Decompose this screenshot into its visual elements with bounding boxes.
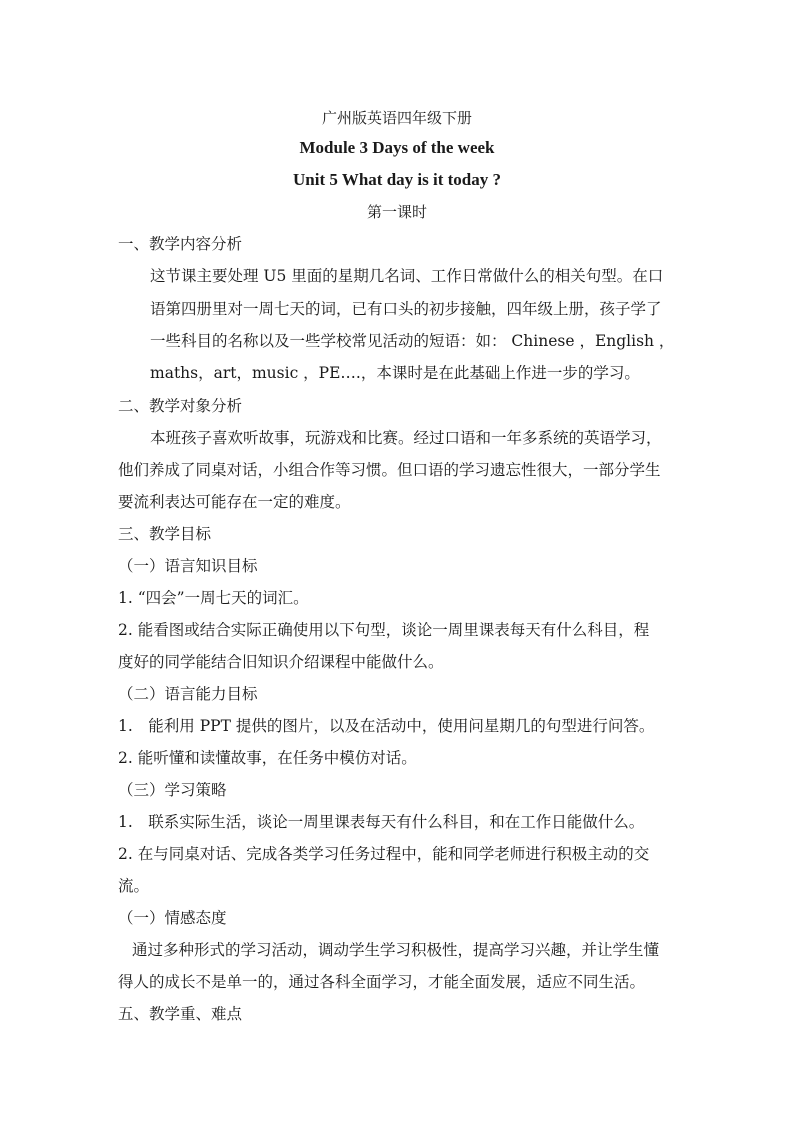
list-item: 2. 能听懂和读懂故事，在任务中模仿对话。: [118, 749, 417, 767]
paragraph-line: maths，art，music ，PE….，本课时是在此基础上作进一步的学习。: [150, 364, 640, 382]
paragraph-line: 得人的成长不是单一的，通过各科全面学习，才能全面发展，适应不同生活。: [118, 973, 646, 991]
list-item: 2. 在与同桌对话、完成各类学习任务过程中，能和同学老师进行积极主动的交: [118, 845, 650, 863]
list-item: 1. 联系实际生活，谈论一周里课表每天有什么科目，和在工作日能做什么。: [118, 813, 645, 831]
list-item-continuation: 度好的同学能结合旧知识介绍课程中能做什么。: [118, 653, 444, 671]
subsection-heading-attitude: （一）情感态度: [118, 909, 227, 927]
list-item-continuation: 流。: [118, 877, 150, 895]
paragraph-line: 这节课主要处理 U5 里面的星期几名词、工作日常做什么的相关句型。在口: [150, 267, 664, 285]
section-heading-content-analysis: 一、教学内容分析: [118, 235, 243, 253]
subsection-heading-language-ability: （二）语言能力目标: [118, 685, 258, 703]
module-title: Module 3 Days of the week: [299, 138, 495, 157]
list-item: 1. 能利用 PPT 提供的图片，以及在活动中，使用问星期几的句型进行问答。: [118, 717, 655, 735]
section-heading-student-analysis: 二、教学对象分析: [118, 397, 243, 415]
paragraph-line: 语第四册里对一周七天的词，已有口头的初步接触，四年级上册，孩子学了: [150, 300, 662, 318]
section-heading-key-points: 五、教学重、难点: [118, 1005, 243, 1023]
paragraph-line: 通过多种形式的学习活动，调动学生学习积极性，提高学习兴趣，并让学生懂: [132, 941, 660, 959]
paragraph-line: 他们养成了同桌对话，小组合作等习惯。但口语的学习遗忘性很大，一部分学生: [118, 461, 661, 479]
lesson-title: 第一课时: [366, 203, 427, 221]
paragraph-line: 要流利表达可能存在一定的难度。: [118, 493, 351, 511]
section-heading-objectives: 三、教学目标: [118, 525, 212, 543]
list-item: 2. 能看图或结合实际正确使用以下句型，谈论一周里课表每天有什么科目，程: [118, 621, 650, 639]
list-item: 1. “四会”一周七天的词汇。: [118, 589, 309, 607]
subsection-heading-learning-strategy: （三）学习策略: [118, 781, 227, 799]
paragraph-line: 一些科目的名称以及一些学校常见活动的短语：如： Chinese ，English ，: [150, 332, 675, 350]
unit-title: Unit 5 What day is it today ?: [293, 170, 501, 189]
subsection-heading-language-knowledge: （一）语言知识目标: [118, 557, 258, 575]
paragraph-line: 本班孩子喜欢听故事，玩游戏和比赛。经过口语和一年多系统的英语学习，: [150, 429, 662, 447]
book-title: 广州版英语四年级下册: [321, 109, 472, 127]
